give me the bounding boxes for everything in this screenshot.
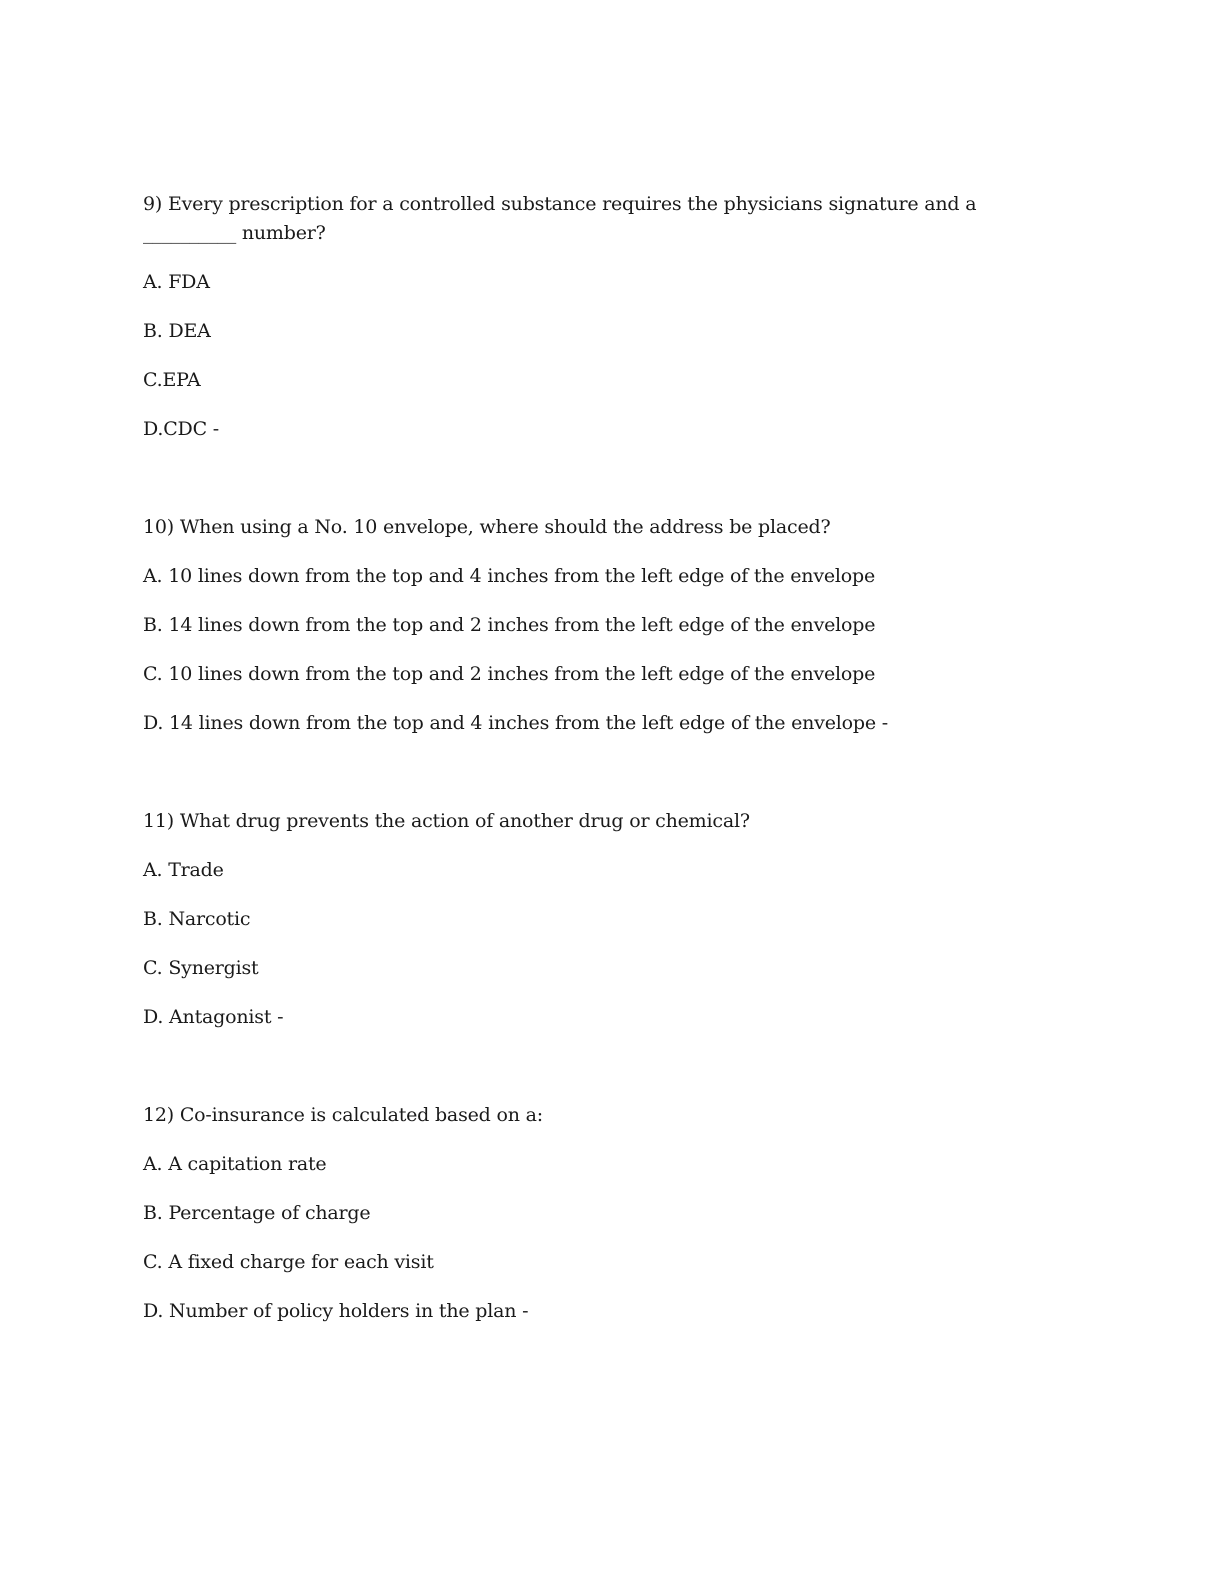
answer-option: D. Antagonist -	[143, 1006, 284, 1028]
answer-option: C. Synergist	[143, 957, 259, 979]
answer-option: D. Number of policy holders in the plan -	[143, 1300, 529, 1322]
question-spacer	[143, 444, 1073, 513]
answer-option: B. DEA	[143, 320, 211, 342]
question-text: 11) What drug prevents the action of another drug or chemical?	[143, 810, 750, 832]
answer-option: D.CDC -	[143, 418, 219, 440]
question-spacer	[143, 1032, 1073, 1101]
question-list	[143, 190, 1073, 1326]
answer-option: C. 10 lines down from the top and 2 inches from the left edge of the envelope	[143, 663, 876, 685]
question-11	[143, 807, 1073, 1032]
answer-option: A. Trade	[143, 859, 224, 881]
answer-option: B. 14 lines down from the top and 2 inches from the left edge of the envelope	[143, 614, 876, 636]
question-12	[143, 1101, 1073, 1326]
answer-option: A. A capitation rate	[143, 1153, 327, 1175]
answer-option: A. 10 lines down from the top and 4 inches from the left edge of the envelope	[143, 565, 876, 587]
answer-option: B. Narcotic	[143, 908, 251, 930]
question-spacer	[143, 738, 1073, 807]
question-text: 10) When using a No. 10 envelope, where should the address be placed?	[143, 516, 831, 538]
answer-option: A. FDA	[143, 271, 210, 293]
answer-option: C.EPA	[143, 369, 201, 391]
question-text: 9) Every prescription for a controlled substance requires the physicians signature and a __________ number?	[143, 193, 977, 244]
question-text: 12) Co-insurance is calculated based on a:	[143, 1104, 543, 1126]
question-9	[143, 190, 1073, 444]
answer-option: D. 14 lines down from the top and 4 inches from the left edge of the envelope -	[143, 712, 888, 734]
question-10	[143, 513, 1073, 738]
answer-option: C. A fixed charge for each visit	[143, 1251, 434, 1273]
answer-option: B. Percentage of charge	[143, 1202, 371, 1224]
